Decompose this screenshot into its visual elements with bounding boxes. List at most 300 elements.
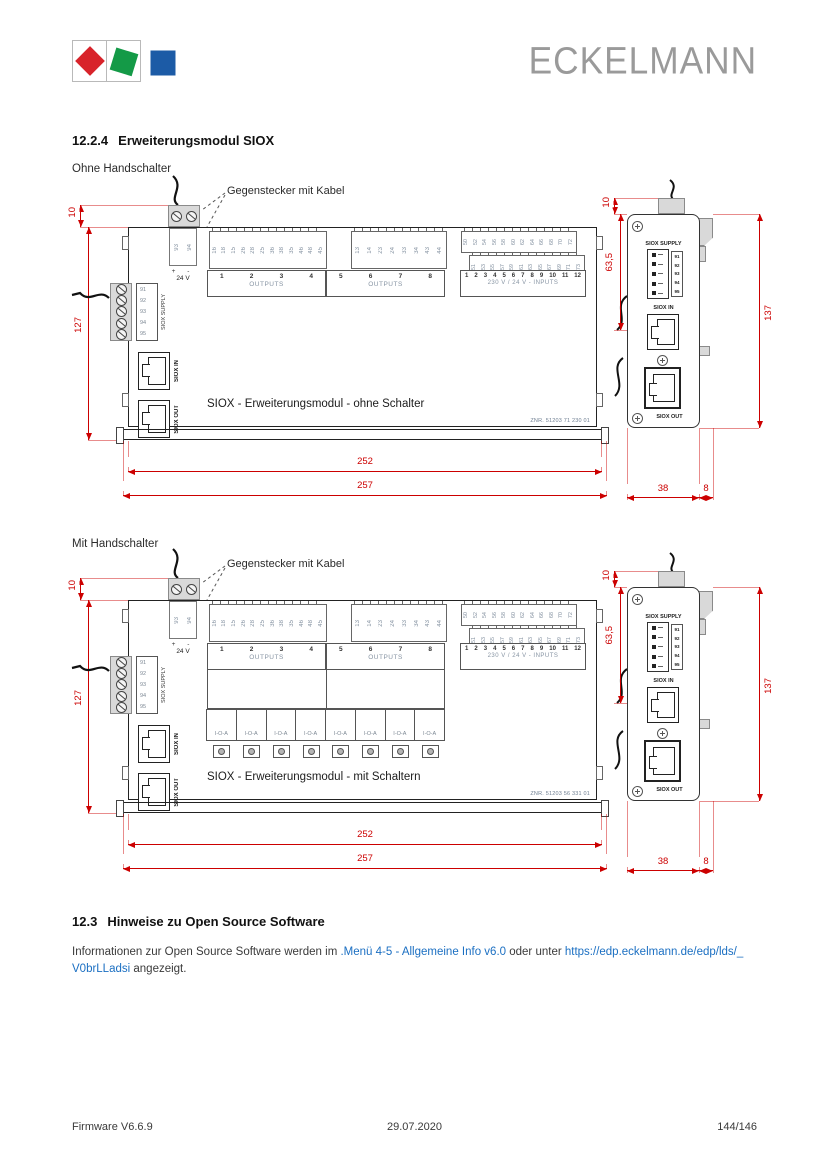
siox-in-jack-side <box>647 687 679 723</box>
terminal-number: 44 <box>437 246 444 254</box>
output-number: 5 <box>339 273 343 280</box>
output-number: 1 <box>220 273 224 280</box>
mount-hook <box>122 236 129 250</box>
side-siox-in-label: SIOX IN <box>653 678 674 684</box>
hand-switch-cell[interactable] <box>206 709 237 741</box>
terminal-number: 93 <box>674 644 680 650</box>
screw-icon <box>116 668 127 679</box>
rj45-notch <box>649 756 657 769</box>
output-number: 1 <box>220 646 224 653</box>
terminal-number: 53 <box>480 636 487 644</box>
oss-url-link[interactable]: https://edp.eckelmann.de/edp/lds/_V0brLLadsi <box>72 946 744 976</box>
dim-38-label: 38 <box>627 484 699 494</box>
push-button[interactable] <box>296 745 326 758</box>
terminal-number: 94 <box>186 243 193 251</box>
oss-paragraph <box>72 944 748 979</box>
input-number: 2 <box>474 646 478 652</box>
terminal-number: 33 <box>401 246 408 254</box>
terminal-number: 95 <box>140 704 147 711</box>
terminal-number: 66 <box>539 238 545 246</box>
siox-in-jack <box>138 352 170 390</box>
rj45-inner <box>657 319 675 345</box>
screw-icon <box>116 318 127 329</box>
terminal-number: 69 <box>556 263 563 271</box>
terminal-number: 54 <box>482 611 488 619</box>
footer-page-number: 144/146 <box>717 1121 757 1133</box>
terminal-number: 93 <box>173 243 180 251</box>
outputs-label: OUTPUTS <box>249 281 284 288</box>
supply-terminal-numbers <box>136 656 158 714</box>
section-title: Hinweise zu Open Source Software <box>107 914 325 929</box>
terminal-number: 23 <box>378 619 385 627</box>
outputs-box-1-4 <box>207 270 326 297</box>
extension-line <box>713 587 759 588</box>
dim-38-line <box>627 497 699 498</box>
button-icon <box>362 745 379 758</box>
terminal-number: 94 <box>186 616 193 624</box>
terminal-number: 94 <box>674 653 680 659</box>
logo-cell-green <box>106 40 141 82</box>
screw-icon <box>116 306 127 317</box>
terminal-number: 34 <box>413 619 420 627</box>
drawing-mit-schaltern <box>65 556 775 891</box>
footer-firmware: Firmware V6.6.9 <box>72 1121 153 1133</box>
terminal-number: 51 <box>471 636 477 644</box>
terminal-strip-outputs-2 <box>351 231 447 269</box>
connector-pin <box>652 253 668 257</box>
side-housing <box>627 587 700 801</box>
section-heading-siox <box>72 133 274 148</box>
cable-icon <box>160 547 188 579</box>
mount-hook <box>596 236 603 250</box>
push-button[interactable] <box>237 745 267 758</box>
extension-line <box>601 441 602 471</box>
outputs-numbers <box>327 271 444 280</box>
push-button-row <box>207 745 445 758</box>
terminal-number: 15 <box>231 619 238 627</box>
terminal-number: 18 <box>221 619 228 627</box>
terminal-number: 93 <box>140 681 147 688</box>
mount-hook <box>596 766 603 780</box>
outputs-label: OUTPUTS <box>368 281 403 288</box>
terminal-number: 14 <box>366 246 373 254</box>
terminal-number: 92 <box>674 262 680 268</box>
output-number: 6 <box>368 273 373 280</box>
mount-hook <box>122 766 129 780</box>
inputs-label: 230 V / 24 V - INPUTS <box>487 280 559 286</box>
screw-icon <box>186 211 197 222</box>
plug-24v <box>168 578 200 600</box>
dim-137-line <box>759 214 760 428</box>
dim-137-line <box>759 587 760 801</box>
terminal-strip-outputs-1 <box>209 231 327 269</box>
terminal-number: 50 <box>463 238 469 246</box>
terminal-strip-outputs-2 <box>351 604 447 642</box>
supply-label-text: SIOX SUPPLY <box>161 667 167 703</box>
hand-switch-cell[interactable] <box>295 709 326 741</box>
terminal-number: 43 <box>425 619 432 627</box>
extension-line <box>700 428 759 429</box>
terminal-number: 93 <box>674 271 680 277</box>
input-number: 12 <box>574 273 581 279</box>
screw-icon <box>171 584 182 595</box>
extension-line <box>614 198 658 199</box>
terminal-number: 57 <box>499 636 506 644</box>
variant-label-mit: Mit Handschalter <box>72 538 159 550</box>
output-number: 4 <box>309 646 313 653</box>
eckelmann-logo <box>72 40 179 82</box>
terminal-number: 62 <box>520 611 526 619</box>
supply-terminal-block <box>110 656 132 714</box>
dim-38-line <box>627 870 699 871</box>
siox-in-jack <box>138 725 170 763</box>
plug-24v <box>168 205 200 227</box>
dim-10-line <box>80 205 81 227</box>
input-number: 11 <box>561 273 569 279</box>
terminal-number: 15 <box>231 246 238 254</box>
dim-10-line-side <box>614 198 615 214</box>
terminal-number: 94 <box>140 693 147 700</box>
terminal-number: 91 <box>674 626 680 632</box>
terminal-number: 63 <box>528 636 534 644</box>
terminal-number: 92 <box>140 297 147 304</box>
dim-8-line <box>699 870 713 871</box>
din-clip <box>698 591 713 619</box>
terminal-number: 67 <box>547 263 553 271</box>
terminal-number: 64 <box>529 238 536 246</box>
output-number: 4 <box>309 273 313 280</box>
screw-plus-icon <box>657 728 668 739</box>
terminal-number: 95 <box>674 289 680 295</box>
terminal-number: 34 <box>413 246 420 254</box>
connector-pin <box>652 635 668 639</box>
terminal-number: 25 <box>260 619 267 627</box>
terminal-number: 46 <box>298 619 305 627</box>
terminal-number: 72 <box>567 238 574 246</box>
terminal-number: 61 <box>518 263 525 271</box>
module-front-view <box>128 227 597 434</box>
button-icon <box>332 745 349 758</box>
screw-icon <box>116 329 127 340</box>
logo-cell-red <box>72 40 107 82</box>
siox-in-jack-side <box>647 314 679 350</box>
button-icon <box>273 745 290 758</box>
extension-line <box>700 801 759 802</box>
push-button[interactable] <box>267 745 297 758</box>
hand-switch-cell[interactable] <box>355 709 386 741</box>
output-number: 5 <box>339 646 343 653</box>
blue-square-icon <box>150 51 175 76</box>
button-icon <box>213 745 230 758</box>
terminal-number: 52 <box>472 238 479 246</box>
push-button[interactable] <box>207 745 237 758</box>
hand-switch-cell[interactable] <box>236 709 267 741</box>
terminal-number: 13 <box>354 619 361 627</box>
dim-137-label: 137 <box>763 305 774 321</box>
dim-127-line <box>88 600 89 813</box>
dim-10-label-side: 10 <box>601 570 612 581</box>
dim-257-label: 257 <box>123 854 607 864</box>
input-number: 3 <box>483 273 488 279</box>
push-button[interactable] <box>326 745 356 758</box>
dim-10-label: 10 <box>67 207 78 218</box>
terminal-number: 92 <box>674 635 680 641</box>
rj45-notch <box>651 699 659 712</box>
extension-line <box>128 814 129 844</box>
screw-icon <box>116 679 127 690</box>
terminal-number: 59 <box>509 263 515 271</box>
connector-pin <box>652 262 668 266</box>
terminal-number: 59 <box>509 636 515 644</box>
input-number: 12 <box>574 646 581 652</box>
extension-line <box>614 571 658 572</box>
terminal-number: 71 <box>566 263 572 271</box>
dim-63-5-label: 63,5 <box>604 253 615 272</box>
connector-pin <box>652 291 668 295</box>
terminal-number: 91 <box>140 659 147 666</box>
mounting-rail <box>122 802 603 813</box>
extension-line <box>614 330 627 331</box>
terminal-number: 67 <box>547 636 553 644</box>
terminal-number: 18 <box>221 246 228 254</box>
input-number: 2 <box>474 273 478 279</box>
output-number: 3 <box>279 646 284 653</box>
terminal-number: 70 <box>558 238 564 246</box>
dim-10-label-side: 10 <box>601 197 612 208</box>
terminal-number: 16 <box>211 246 218 254</box>
input-number: 8 <box>530 273 534 279</box>
side-supply-connector <box>647 622 669 672</box>
drawing-ohne-schalter <box>65 183 775 518</box>
supply-label <box>162 283 168 341</box>
input-number: 6 <box>511 646 516 652</box>
connector-pin <box>652 272 668 276</box>
rj45-inner <box>148 730 166 758</box>
menu-info-link[interactable]: .Menü 4-5 - Allgemeine Info v6.0 <box>340 946 507 958</box>
screw-plus-icon <box>657 355 668 366</box>
extension-line <box>614 703 627 704</box>
module-title: SIOX - Erweiterungsmodul - ohne Schalter <box>207 398 425 410</box>
rj45-notch <box>142 737 150 750</box>
terminal-number: 25 <box>260 246 267 254</box>
input-number: 1 <box>465 646 469 652</box>
side-siox-out-label: SIOX OUT <box>656 787 683 793</box>
terminal-number: 45 <box>318 619 325 627</box>
input-number: 6 <box>511 273 516 279</box>
side-supply-label: SIOX SUPPLY <box>645 241 682 247</box>
mount-hook <box>122 393 129 407</box>
hand-switch-cell[interactable] <box>266 709 297 741</box>
extension-line <box>128 441 129 471</box>
switch-label: I-O-A <box>333 731 347 737</box>
input-number: 10 <box>549 273 556 279</box>
switch-area-box <box>207 669 445 709</box>
input-number: 8 <box>530 646 534 652</box>
dim-127-line <box>88 227 89 440</box>
screw-icon <box>116 284 127 295</box>
terminal-number: 28 <box>250 619 257 627</box>
switch-label: I-O-A <box>423 731 437 737</box>
side-siox-in-label: SIOX IN <box>653 305 674 311</box>
side-housing <box>627 214 700 428</box>
connector-callout: Gegenstecker mit Kabel <box>227 558 345 570</box>
connector-pin <box>652 664 668 668</box>
section-number: 12.2.4 <box>72 133 109 148</box>
supply-label-text: SIOX SUPPLY <box>161 294 167 330</box>
siox-out-jack-side <box>644 367 681 409</box>
input-number: 7 <box>521 646 525 652</box>
mount-hook <box>596 393 603 407</box>
cable-icon <box>160 174 188 206</box>
connector-pin <box>652 645 668 649</box>
terminal-number: 95 <box>674 662 680 668</box>
dim-137-label: 137 <box>763 678 774 694</box>
input-number: 4 <box>493 273 497 279</box>
section-title: Erweiterungsmodul SIOX <box>118 133 275 148</box>
supply-terminal-numbers <box>136 283 158 341</box>
terminal-number: 62 <box>520 238 526 246</box>
inputs-box <box>460 643 586 670</box>
terminal-number: 35 <box>289 246 296 254</box>
siox-out-text: SIOX OUT <box>174 404 180 434</box>
terminal-number: 14 <box>366 619 373 627</box>
terminal-number: 16 <box>211 619 218 627</box>
terminal-number: 24 <box>390 246 397 254</box>
terminal-number: 95 <box>140 331 147 338</box>
outputs-box-1-4 <box>207 643 326 670</box>
terminal-number: 70 <box>558 611 564 619</box>
oss-text-2: oder unter <box>506 946 565 958</box>
terminal-number: 56 <box>491 238 498 246</box>
input-number: 9 <box>539 646 544 652</box>
supply-label <box>162 656 168 714</box>
side-plug <box>658 198 685 214</box>
terminal-number: 63 <box>528 263 534 271</box>
hand-switch-cell[interactable] <box>414 709 445 741</box>
module-title: SIOX - Erweiterungsmodul - mit Schaltern <box>207 771 421 783</box>
terminal-number: 46 <box>298 246 305 254</box>
button-icon <box>243 745 260 758</box>
terminal-number: 69 <box>556 636 563 644</box>
screw-icon <box>171 211 182 222</box>
terminal-strip-inputs-top <box>461 604 577 626</box>
terminal-number: 91 <box>674 253 680 259</box>
terminal-number: 54 <box>482 238 488 246</box>
dim-8-label: 8 <box>699 857 713 867</box>
extension-line <box>601 814 602 844</box>
button-icon <box>303 745 320 758</box>
outputs-label: OUTPUTS <box>368 654 403 661</box>
terminal-number: 94 <box>140 320 147 327</box>
terminal-number: 93 <box>140 308 147 315</box>
outputs-numbers <box>208 271 325 280</box>
output-number: 6 <box>368 646 373 653</box>
page-footer <box>72 1121 757 1133</box>
terminal-number: 73 <box>575 636 582 644</box>
input-number: 1 <box>465 273 469 279</box>
dim-127-label: 127 <box>73 690 84 706</box>
terminal-number: 48 <box>308 246 315 254</box>
cable-icon <box>660 180 684 200</box>
dim-63-5-label: 63,5 <box>604 626 615 645</box>
red-diamond-icon <box>75 46 105 76</box>
terminal-number: 91 <box>140 286 147 293</box>
terminal-number: 65 <box>537 636 544 644</box>
oss-text-1: Informationen zur Open Source Software werden im <box>72 946 341 958</box>
hand-switch-cell[interactable] <box>325 709 356 741</box>
mounting-rail <box>122 429 603 440</box>
terminal-number: 60 <box>510 238 517 246</box>
plug-voltage: 24 V <box>176 275 190 282</box>
output-number: 8 <box>428 273 432 280</box>
terminal-number: 66 <box>539 611 545 619</box>
variant-label-ohne: Ohne Handschalter <box>72 163 172 175</box>
output-number: 2 <box>249 273 254 280</box>
output-number: 8 <box>428 646 432 653</box>
terminal-number: 51 <box>471 263 477 271</box>
output-number: 7 <box>398 273 403 280</box>
extension-line <box>713 428 714 500</box>
side-siox-out-label: SIOX OUT <box>656 414 683 420</box>
terminal-number: 56 <box>491 611 498 619</box>
terminal-number: 68 <box>548 611 555 619</box>
terminal-number: 44 <box>437 619 444 627</box>
connector-pin <box>652 655 668 659</box>
input-number: 11 <box>561 646 569 652</box>
connector-pin <box>652 626 668 630</box>
module-front-view <box>128 600 597 807</box>
dim-252-line <box>128 844 602 845</box>
dim-8-line <box>699 497 713 498</box>
siox-in-text: SIOX IN <box>174 359 180 382</box>
dim-10-line-side <box>614 571 615 587</box>
brand-wordmark: ECKELMANN <box>528 38 757 82</box>
dim-63-5-line <box>620 214 621 330</box>
screw-icon <box>186 584 197 595</box>
input-number: 3 <box>483 646 488 652</box>
screw-icon <box>116 657 127 668</box>
hand-switch-cell[interactable] <box>385 709 416 741</box>
switch-label: I-O-A <box>244 731 258 737</box>
dim-252-label: 252 <box>128 457 602 467</box>
terminal-number: 71 <box>566 636 572 644</box>
inputs-label: 230 V / 24 V - INPUTS <box>487 653 559 659</box>
terminal-number: 58 <box>501 238 507 246</box>
switch-label: I-O-A <box>274 731 288 737</box>
rj45-inner <box>148 357 166 385</box>
push-button[interactable] <box>386 745 416 758</box>
terminal-number: 28 <box>250 246 257 254</box>
terminal-number: 52 <box>472 611 479 619</box>
push-button[interactable] <box>356 745 386 758</box>
green-square-icon <box>109 48 138 77</box>
siox-out-jack-side <box>644 740 681 782</box>
screw-plus-icon <box>632 221 643 232</box>
inputs-box <box>460 270 586 297</box>
terminal-number: 50 <box>463 611 469 619</box>
terminal-number: 36 <box>269 246 276 254</box>
section-heading-oss <box>72 914 325 929</box>
push-button[interactable] <box>415 745 445 758</box>
terminal-number: 94 <box>674 280 680 286</box>
terminal-number: 57 <box>499 263 506 271</box>
cable-icon <box>603 669 629 779</box>
screw-icon <box>116 295 127 306</box>
dim-127-label: 127 <box>73 317 84 333</box>
terminal-number: 61 <box>518 636 525 644</box>
terminal-strip-inputs-top <box>461 231 577 253</box>
plug-terminal-numbers <box>169 601 197 639</box>
